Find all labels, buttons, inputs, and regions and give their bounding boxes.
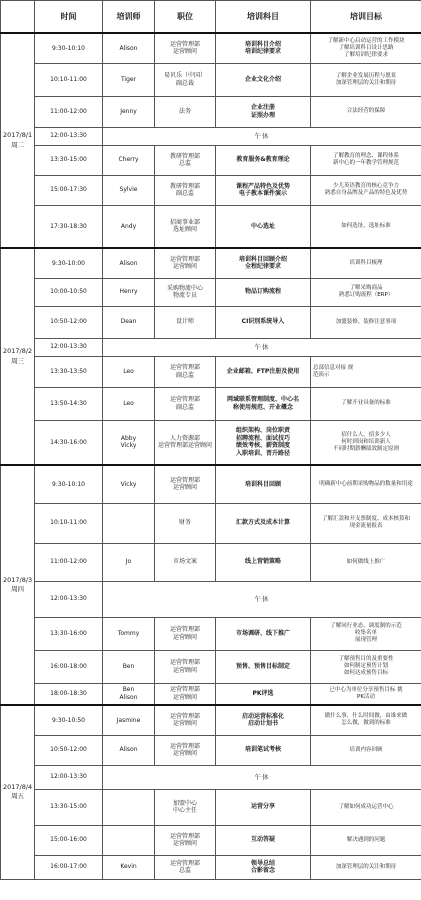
subject-cell: 培训笔试考核 xyxy=(216,735,311,765)
goal-cell: 了解同行业态，调度制的示范 收集名单 展现管理 xyxy=(311,617,421,650)
subject-header: 培训科目 xyxy=(216,1,311,34)
goal-cell: 了解如何成功运营中心 xyxy=(311,789,421,825)
goal-cell: 明确新中心前期采购物品的数量和用途 xyxy=(311,465,421,503)
goal-cell: 解决遇到的问题 xyxy=(311,825,421,855)
trainer-cell: Tiger xyxy=(103,63,155,96)
time-cell: 18:00-18:30 xyxy=(35,683,103,705)
session-row xyxy=(1,705,421,735)
time-cell: 9:30-10:10 xyxy=(35,465,103,503)
subject-cell: 培训科目回顾 xyxy=(216,465,311,503)
trainer-cell xyxy=(103,789,155,825)
goal-cell: 了解企业发展历程与愿景 加深管理层的关注和期待 xyxy=(311,63,421,96)
trainer-cell: Dean xyxy=(103,306,155,338)
subject-cell: CI识别系统导入 xyxy=(216,306,311,338)
time-cell: 13:30-13:50 xyxy=(35,356,103,387)
trainer-cell xyxy=(103,825,155,855)
time-cell: 10:00-10:50 xyxy=(35,278,103,306)
date-cell: 2017/8/2 周三 xyxy=(1,248,35,465)
time-cell: 9:30-10:50 xyxy=(35,705,103,735)
subject-cell: 互动答疑 xyxy=(216,825,311,855)
subject-cell: 培训科目回顾介绍 全程纪律要求 xyxy=(216,248,311,278)
time-cell: 12:00-13:30 xyxy=(35,127,103,145)
goal-cell: 少儿英语教育的核心竞争力 熟悉自身品牌及产品的特色及优势 xyxy=(311,175,421,205)
session-row xyxy=(1,63,421,96)
time-cell: 13:30-15:00 xyxy=(35,789,103,825)
goal-cell: 如何选址，选址标准 xyxy=(311,205,421,248)
session-row xyxy=(1,420,421,465)
session-row xyxy=(1,387,421,420)
goal-cell: 了解开业具备的标准 xyxy=(311,387,421,420)
trainer-cell: Vicky xyxy=(103,465,155,503)
role-cell: 运营管理部 运营顾问 xyxy=(155,617,216,650)
date-cell: 2017/8/1 周二 xyxy=(1,33,35,248)
role-cell: 运营管理部 运营顾问 xyxy=(155,248,216,278)
subject-cell: PK评选 xyxy=(216,683,311,705)
schedule-body xyxy=(1,33,421,879)
trainer-cell: Tommy xyxy=(103,617,155,650)
time-cell: 12:00-13:30 xyxy=(35,338,103,356)
time-cell: 13:30-15:00 xyxy=(35,145,103,175)
role-cell: 运营管理部 运营顾问 xyxy=(155,33,216,63)
trainer-cell: Abby Vicky xyxy=(103,420,155,465)
trainer-cell: Jenny xyxy=(103,96,155,127)
goal-cell: 做什么事，什么时间做，由谁来做 怎么做，做到的标准 xyxy=(311,705,421,735)
time-cell: 11:00-12:00 xyxy=(35,543,103,581)
date-header xyxy=(1,1,35,34)
goal-header: 培训目标 xyxy=(311,1,421,34)
role-cell: 运营管理部 副总监 xyxy=(155,356,216,387)
date-cell: 2017/8/4 周五 xyxy=(1,705,35,879)
subject-cell: 运营分享 xyxy=(216,789,311,825)
goal-cell: 合法经营的保障 xyxy=(311,96,421,127)
subject-cell: 企业文化介绍 xyxy=(216,63,311,96)
time-cell: 13:50-14:30 xyxy=(35,387,103,420)
lunch-break-cell: 午休 xyxy=(103,581,421,617)
header-row xyxy=(1,1,421,34)
goal-cell: 培训科目梳理 xyxy=(311,248,421,278)
role-cell: 采购物流中心 物流专员 xyxy=(155,278,216,306)
trainer-header: 培训师 xyxy=(103,1,155,34)
session-row xyxy=(1,855,421,879)
session-row xyxy=(1,735,421,765)
role-cell: 运营管理部 运营顾问 xyxy=(155,705,216,735)
session-row xyxy=(1,306,421,338)
goal-cell: 总部信息对接 规 范演示 xyxy=(311,356,421,387)
role-cell: 财务 xyxy=(155,503,216,543)
time-cell: 17:30-18:30 xyxy=(35,205,103,248)
session-row xyxy=(1,683,421,705)
trainer-cell: Leo xyxy=(103,356,155,387)
subject-cell: 汇款方式及成本计算 xyxy=(216,503,311,543)
goal-cell: 了解采购商品 熟悉订购流程（ERP） xyxy=(311,278,421,306)
goal-cell: 招什么人，招多少人 何时到岗和培训新人 不同时期薪酬绩效制定原则 xyxy=(311,420,421,465)
trainer-cell xyxy=(103,503,155,543)
time-cell: 12:00-13:30 xyxy=(35,765,103,789)
session-row xyxy=(1,825,421,855)
time-cell: 10:50-12:00 xyxy=(35,735,103,765)
role-cell: 运营管理部 总监 xyxy=(155,855,216,879)
date-cell: 2017/8/3 周四 xyxy=(1,465,35,705)
subject-cell: 课程产品特色及优势 电子教本课件演示 xyxy=(216,175,311,205)
time-cell: 13:30-16:00 xyxy=(35,617,103,650)
role-cell: 教研管理部 总监 xyxy=(155,145,216,175)
goal-cell: 加盟装修、装修注意事项 xyxy=(311,306,421,338)
session-row xyxy=(1,96,421,127)
subject-cell: 企业注册 证照办理 xyxy=(216,96,311,127)
trainer-cell: Ben xyxy=(103,650,155,683)
trainer-cell: Leo xyxy=(103,387,155,420)
session-row xyxy=(1,175,421,205)
subject-cell: 教育服务&教育理论 xyxy=(216,145,311,175)
trainer-cell: Henry xyxy=(103,278,155,306)
trainer-cell: Alison xyxy=(103,248,155,278)
lunch-row xyxy=(1,765,421,789)
time-cell: 10:10-11:00 xyxy=(35,63,103,96)
trainer-cell: Jo xyxy=(103,543,155,581)
time-cell: 9:30-10:00 xyxy=(35,248,103,278)
subject-cell: 领导总结 合影留念 xyxy=(216,855,311,879)
subject-cell: 网域联系管理制度、中心名 称使用规范、开业概念 xyxy=(216,387,311,420)
time-cell: 14:30-16:00 xyxy=(35,420,103,465)
role-cell: 运营管理部 运营顾问 xyxy=(155,683,216,705)
trainer-cell: Alison xyxy=(103,33,155,63)
subject-cell: 培训科目介绍 培训纪律要求 xyxy=(216,33,311,63)
role-cell: 运营管理部 运营顾问 xyxy=(155,825,216,855)
role-cell: 市场文案 xyxy=(155,543,216,581)
goal-cell: 了解预售目的及重要性 如何制定预售计划 如何达成预售目标 xyxy=(311,650,421,683)
role-cell: 人力资源部 运营管理部运营顾问 xyxy=(155,420,216,465)
time-cell: 15:00-17:30 xyxy=(35,175,103,205)
goal-cell: 加深管理层的关注和期待 xyxy=(311,855,421,879)
lunch-break-cell: 午休 xyxy=(103,765,421,789)
subject-cell: 组织架构、岗位职责 招聘流程、面试技巧 绩效考核、薪资制度 入职培训、晋升路径 xyxy=(216,420,311,465)
session-row xyxy=(1,543,421,581)
session-row xyxy=(1,650,421,683)
lunch-row xyxy=(1,127,421,145)
goal-cell: 了解教育的理念、课程体系 新中心的一年教学管理规范 xyxy=(311,145,421,175)
subject-cell: 物品订购流程 xyxy=(216,278,311,306)
role-cell: 运营管理部 运营顾问 xyxy=(155,465,216,503)
session-row xyxy=(1,617,421,650)
subject-cell: 企业邮箱、FTP注册及使用 xyxy=(216,356,311,387)
goal-cell: 培训内容回顾 xyxy=(311,735,421,765)
subject-cell: 市场调研、线下推广 xyxy=(216,617,311,650)
trainer-cell: Jasmine xyxy=(103,705,155,735)
role-cell: 设计师 xyxy=(155,306,216,338)
session-row xyxy=(1,33,421,63)
role-cell: 加盟中心 中心主任 xyxy=(155,789,216,825)
time-cell: 9:30-10:10 xyxy=(35,33,103,63)
subject-cell: 预售、预售目标制定 xyxy=(216,650,311,683)
session-row xyxy=(1,356,421,387)
time-cell: 16:00-17:00 xyxy=(35,855,103,879)
session-row xyxy=(1,145,421,175)
trainer-cell: Alison xyxy=(103,735,155,765)
subject-cell: 线上营销策略 xyxy=(216,543,311,581)
session-row xyxy=(1,205,421,248)
session-row xyxy=(1,789,421,825)
role-cell: 运营管理部 副总监 xyxy=(155,387,216,420)
time-cell: 10:10-11:00 xyxy=(35,503,103,543)
lunch-break-cell: 午休 xyxy=(103,338,421,356)
time-cell: 12:00-13:30 xyxy=(35,581,103,617)
time-cell: 16:00-18:00 xyxy=(35,650,103,683)
role-header: 职位 xyxy=(155,1,216,34)
time-cell: 10:50-12:00 xyxy=(35,306,103,338)
goal-cell: 已中心为单位分享预售目标 挑 PK活动 xyxy=(311,683,421,705)
trainer-cell: Kevin xyxy=(103,855,155,879)
trainer-cell: Andy xyxy=(103,205,155,248)
role-cell: 运营管理部 运营顾问 xyxy=(155,735,216,765)
role-cell: 易贝乐（中国） 副总裁 xyxy=(155,63,216,96)
trainer-cell: Ben Alison xyxy=(103,683,155,705)
subject-cell: 中心选址 xyxy=(216,205,311,248)
goal-cell: 如何做线上推广 xyxy=(311,543,421,581)
time-cell: 11:00-12:00 xyxy=(35,96,103,127)
lunch-break-cell: 午休 xyxy=(103,127,421,145)
time-header: 时间 xyxy=(35,1,103,34)
role-cell: 教研管理部 副总监 xyxy=(155,175,216,205)
goal-cell: 了解汇款和开支票制度、成本核算和 现金流量报表 xyxy=(311,503,421,543)
subject-cell: 启动运营标准化 启动计划书 xyxy=(216,705,311,735)
trainer-cell: Sylvie xyxy=(103,175,155,205)
session-row xyxy=(1,278,421,306)
lunch-row xyxy=(1,581,421,617)
role-cell: 运营管理部 运营顾问 xyxy=(155,650,216,683)
lunch-row xyxy=(1,338,421,356)
trainer-cell: Cherry xyxy=(103,145,155,175)
goal-cell: 了解新中心启动运营的工作模块 了解培训科目设计思路 了解培训纪律要求 xyxy=(311,33,421,63)
session-row xyxy=(1,503,421,543)
session-row xyxy=(1,248,421,278)
session-row xyxy=(1,465,421,503)
role-cell: 招商事业部 选址顾问 xyxy=(155,205,216,248)
role-cell: 法务 xyxy=(155,96,216,127)
time-cell: 15:00-16:00 xyxy=(35,825,103,855)
